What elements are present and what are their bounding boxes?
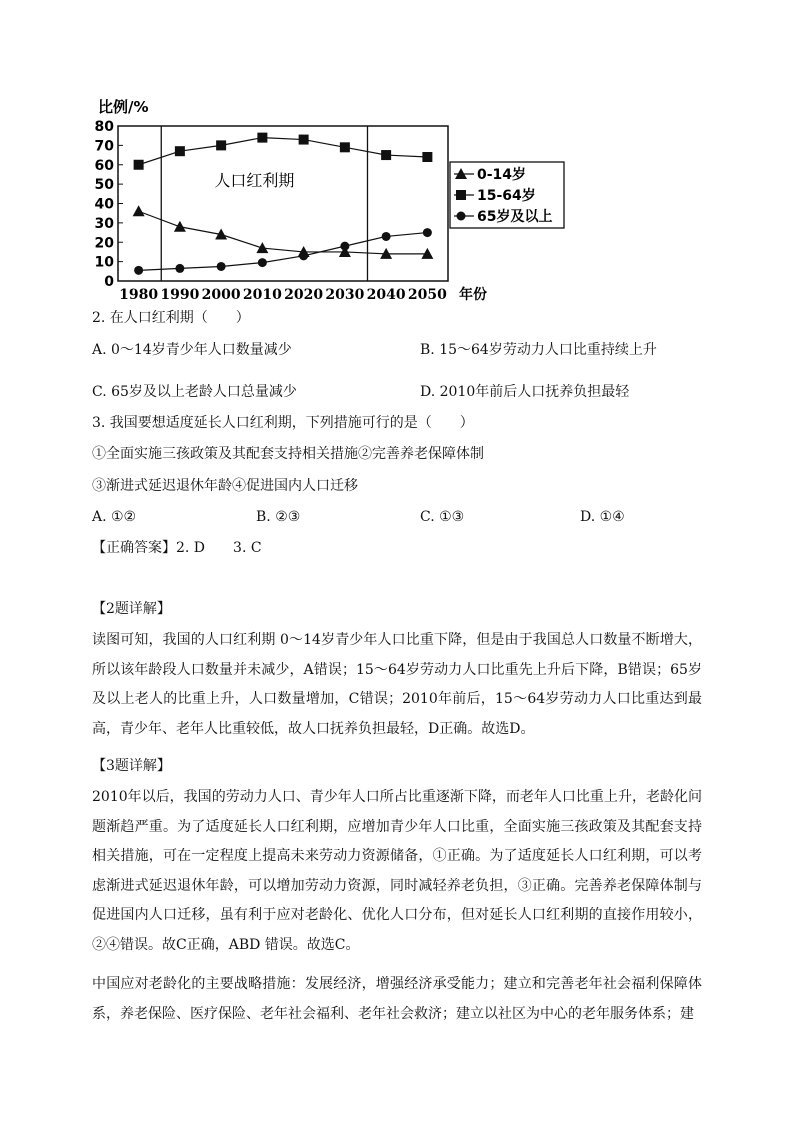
series-point-square (175, 146, 185, 156)
legend-label: 65岁及以上 (477, 209, 553, 225)
series-point-square (381, 150, 391, 160)
y-tick-label: 20 (94, 235, 114, 252)
q2-stem: 2. 在人口红利期（ ） (92, 310, 250, 326)
series-point-square (134, 160, 144, 170)
series-point-triangle (256, 242, 268, 253)
population-chart (88, 88, 578, 303)
x-tick-label: 2010 (242, 287, 282, 303)
q3-option-d[interactable]: D. ①④ (580, 509, 625, 525)
series-point-triangle (174, 221, 186, 232)
y-tick-label: 10 (94, 254, 114, 271)
legend-marker-square (456, 190, 466, 200)
detail3-heading: 【3题详解】 (92, 758, 171, 774)
q3-option-a[interactable]: A. ①② (92, 509, 137, 525)
detail3-text: 2010年以后，我国的劳动力人口、青少年人口所占比重逐渐下降，而老年人口比重上升，老龄化问题渐趋严重。为了适度延长人口红利期，应增加青少年人口比重，全面实施三孩政策及其配套支持相关措施，可在一定程度上提高未来劳动力资源储备，①正确。为了适度延长人口红利期，可以考虑渐进式延迟退休年龄，可以增加劳动力资源，同时减轻养老负担，③正确。完善养老保障体制与促进国内人口迁移，虽有利于应对老龄化、优化人口分布，但对延长人口红利期的直接作用较小，②④错误。故C正确，ABD 错误。故选C。 (92, 789, 702, 953)
detail2-text: 读图可知，我国的人口红利期 0～14岁青少年人口比重下降，但是由于我国总人口数量不断增大，所以该年龄段人口数量并未减少，A错误；15～64岁劳动力人口比重先上升后下降，B错误；65岁及以上老人的比重上升，人口数量增加，C错误；2010年前后，15～64岁劳动力人口比重达到最高，青少年、老年人比重较低，故人口抚养负担最轻，D正确。故选D。 (92, 632, 702, 737)
series-point-square (340, 142, 350, 152)
x-tick-label: 1980 (119, 287, 159, 303)
series-point-square (299, 135, 309, 145)
series-point-square (422, 152, 432, 162)
plot-frame (118, 126, 448, 281)
y-tick-label: 80 (94, 119, 114, 135)
x-tick-label: 2020 (284, 287, 324, 303)
x-tick-label: 1990 (160, 287, 200, 303)
series-point-circle (258, 258, 267, 267)
series-point-square (216, 140, 226, 150)
legend-marker-circle (457, 212, 466, 221)
y-tick-label: 0 (104, 274, 114, 290)
q2-option-c[interactable]: C. 65岁及以上老龄人口总量减少 (92, 384, 297, 400)
series-point-square (257, 133, 267, 143)
correct-answer: 【正确答案】2. D 3. C (92, 540, 262, 556)
y-tick-label: 40 (94, 196, 114, 213)
series-point-triangle (133, 205, 145, 216)
extra-text: 中国应对老龄化的主要战略措施：发展经济，增强经济承受能力；建立和完善老年社会福利保障体系，养老保险、医疗保险、老年社会福利、老年社会救济；建立以社区为中心的老年服务体系；建 (92, 976, 702, 1022)
population-line-chart (88, 88, 578, 303)
y-tick-label: 70 (94, 138, 114, 155)
q3-option-c[interactable]: C. ①③ (420, 509, 465, 525)
legend-label: 0-14岁 (477, 167, 527, 183)
x-tick-label: 2050 (407, 287, 447, 303)
y-tick-label: 30 (94, 215, 114, 232)
q3-measures-line1: ①全面实施三孩政策及其配套支持相关措施②完善养老保障体制 (92, 446, 484, 462)
legend-label: 15-64岁 (477, 188, 536, 204)
q3-measures-line2: ③渐进式延迟退休年龄④促进国内人口迁移 (92, 478, 358, 494)
series-point-circle (382, 232, 391, 241)
series-point-circle (217, 262, 226, 271)
period-annotation: 人口红利期 (214, 171, 295, 191)
y-tick-label: 50 (94, 177, 114, 194)
x-tick-label: 2030 (325, 287, 365, 303)
q3-option-b[interactable]: B. ②③ (256, 509, 301, 525)
q2-option-d[interactable]: D. 2010年前后人口抚养负担最轻 (420, 384, 630, 400)
x-axis-label: 年份 (459, 287, 487, 303)
q2-option-b[interactable]: B. 15～64岁劳动力人口比重持续上升 (420, 342, 657, 358)
y-axis-label: 比例/% (98, 98, 149, 116)
x-tick-label: 2040 (366, 287, 406, 303)
x-tick-label: 2000 (201, 287, 241, 303)
detail2-heading: 【2题详解】 (92, 601, 171, 617)
q2-option-a[interactable]: A. 0～14岁青少年人口数量减少 (92, 342, 292, 358)
series-point-circle (175, 264, 184, 273)
series-point-circle (423, 228, 432, 237)
series-point-circle (299, 251, 308, 260)
series-point-circle (134, 266, 143, 275)
q3-stem: 3. 我国要想适度延长人口红利期，下列措施可行的是（ ） (92, 415, 474, 431)
y-tick-label: 60 (94, 157, 114, 174)
series-point-circle (340, 242, 349, 251)
